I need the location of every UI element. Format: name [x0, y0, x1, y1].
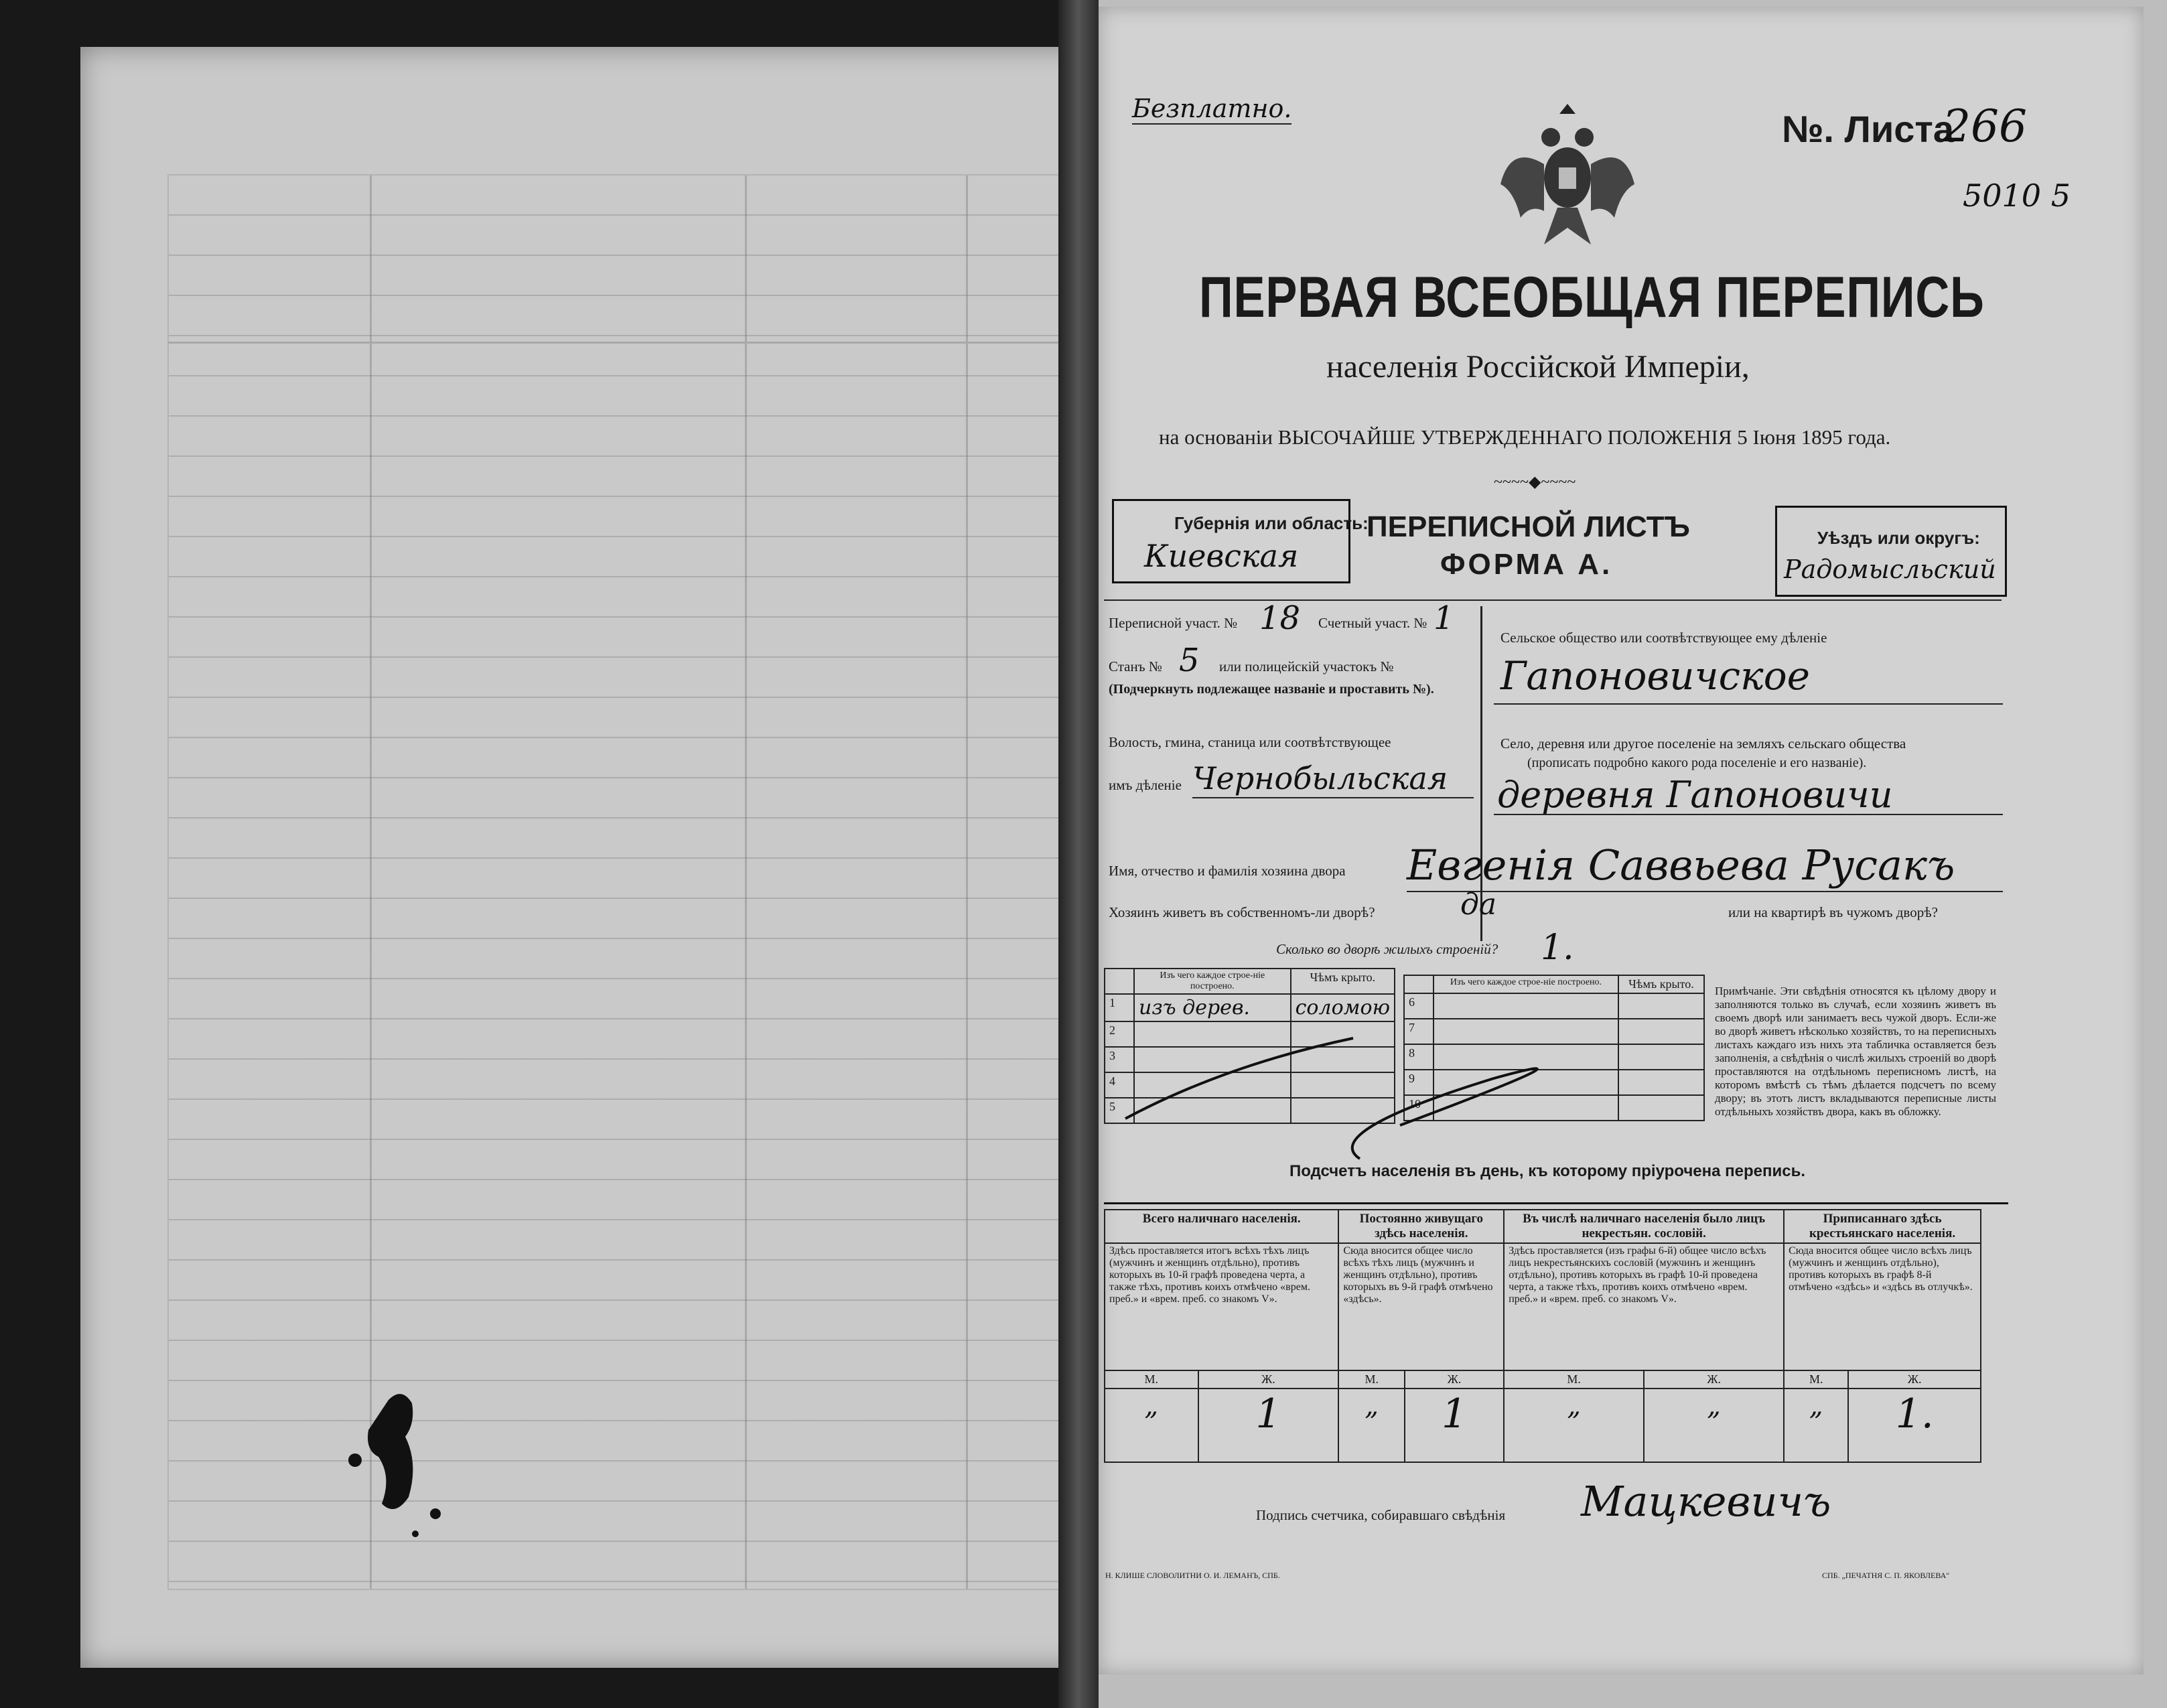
- sheet-secondary-number: 5010 5: [1963, 177, 2071, 214]
- volost-label: Волость, гмина, станица или соотвѣтствующее: [1109, 734, 1391, 750]
- volost-value-line: [1192, 797, 1474, 798]
- uezd-label: Уѣздъ или округъ:: [1817, 528, 1980, 548]
- count-head-ascribed: Приписаннаго здѣсь крестьянскаго населенія.: [1784, 1210, 1981, 1243]
- row-number: 2: [1105, 1021, 1134, 1047]
- m-label: М.: [1784, 1370, 1848, 1389]
- noncrestyan-male: „: [1504, 1389, 1644, 1462]
- m-label: М.: [1504, 1370, 1644, 1389]
- row-number: 7: [1404, 1019, 1434, 1044]
- stan-label: Станъ №: [1109, 658, 1162, 674]
- count-head-permanent: Постоянно живущаго здѣсь населенія.: [1338, 1210, 1504, 1243]
- underline-note: (Подчеркнуть подлежащее названіе и проставить №).: [1109, 682, 1434, 697]
- village-label: Село, деревня или другое поселеніе на земляхъ сельскаго общества: [1500, 735, 1906, 752]
- census-district-value: 18: [1259, 599, 1301, 637]
- m-label: М.: [1105, 1370, 1198, 1389]
- col-roof-right: Чѣмъ крыто.: [1618, 975, 1704, 993]
- ascribed-female: 1.: [1848, 1389, 1981, 1462]
- book-gutter: [1058, 0, 1099, 1708]
- free-label: Безплатно.: [1132, 94, 1292, 123]
- village-value-line: [1494, 814, 2003, 815]
- owner-label: Имя, отчество и фамилія хозяина двора: [1109, 863, 1346, 879]
- counting-district-value: 1: [1434, 599, 1454, 637]
- imperial-eagle-emblem: [1497, 90, 1638, 258]
- count-title: Подсчетъ населенія въ день, къ которому пріурочена перепись.: [1289, 1162, 1805, 1180]
- buildings-note: Примѣчаніе. Эти свѣдѣнія относятся къ цѣлому двору и заполняются только въ случаѣ, если хозяинъ живетъ въ своемъ дворѣ или занимаетъ весь чужой дворъ. Если-же во дворѣ живетъ нѣсколько хозяйствъ, то на переписныхъ листахъ каждаго изъ нихъ эта табличка оставляется безъ заполненія, а свѣдѣнія о числѣ жилыхъ строеній во дворѣ проставляются на отдѣльномъ переписномъ листѣ, на которомъ вмѣстѣ съ тѣмъ дѣлается подсчетъ по всему двору; въ этотъ листъ вкладываются переписные листы отдѣльныхъ хозяйствъ двора, какъ въ обложку.: [1715, 985, 1996, 1118]
- material-cell: изъ дерев.: [1134, 994, 1291, 1021]
- population-count-table: [1104, 1209, 1981, 1463]
- count-desc-total: Здѣсь проставляется итогъ всѣхъ тѣхъ лицъ (мужчинъ и женщинъ отдѣльно), противъ которыхъ въ 10-й графѣ проведена черта, а также тѣхъ, противъ коихъ отмѣчено «врем. преб.» и «врем. преб. со знакомъ V».: [1105, 1243, 1338, 1370]
- m-label: М.: [1338, 1370, 1405, 1389]
- cancel-strokes: [1112, 1005, 1715, 1179]
- zh-label: Ж.: [1405, 1370, 1504, 1389]
- row-number: 1: [1105, 994, 1134, 1021]
- zh-label: Ж.: [1848, 1370, 1981, 1389]
- uezd-box: [1775, 506, 2007, 597]
- police-district-label: или полицейскій участокъ №: [1219, 658, 1394, 674]
- total-male: „: [1105, 1389, 1198, 1462]
- roof-cell: соломою: [1291, 994, 1395, 1021]
- ink-blot: [335, 1380, 469, 1554]
- volost-value: Чернобыльская: [1192, 760, 1448, 796]
- row-number: 10: [1404, 1095, 1434, 1121]
- col-material-left: Изъ чего каждое строе-ніе построено.: [1134, 969, 1291, 994]
- form-subtitle: ФОРМА А.: [1440, 548, 1613, 581]
- society-value: Гапоновичское: [1500, 653, 1810, 699]
- gubernia-value: Киевская: [1144, 538, 1299, 574]
- col-roof-left: Чѣмъ крыто.: [1291, 969, 1395, 994]
- row-number: 4: [1105, 1072, 1134, 1098]
- row-number: 9: [1404, 1070, 1434, 1095]
- gubernia-box: [1112, 499, 1369, 583]
- own-yard-label: Хозяинъ живетъ въ собственномъ-ли дворѣ?: [1109, 904, 1375, 920]
- sheet-number-value: 266: [1943, 100, 2027, 152]
- count-desc-permanent: Сюда вносится общее число всѣхъ тѣхъ лицъ (мужчинъ и женщинъ отдѣльно), противъ которыхъ въ 9-й графѣ отмѣчено «здѣсь».: [1338, 1243, 1504, 1370]
- own-yard-value: да: [1460, 887, 1497, 922]
- stan-value: 5: [1179, 642, 1200, 679]
- count-desc-ascribed: Сюда вносится общее число всѣхъ лицъ (мужчинъ и женщинъ отдѣльно), противъ которыхъ въ графѣ 8-й отмѣчено «здѣсь» и «здѣсь въ отлучкѣ».: [1784, 1243, 1981, 1370]
- printer-left: Н. КЛИШЕ СЛОВОЛИТНИ О. И. ЛЕМАНЪ, СПБ.: [1105, 1571, 1280, 1580]
- village-note: (прописать подробно какого рода поселеніе и его названіе).: [1527, 756, 1867, 770]
- count-desc-noncrestyan: Здѣсь проставляется (изъ графы 6-й) общее число всѣхъ лицъ некрестьянскихъ сословій (мужчинъ и женщинъ отдѣльно), противъ которыхъ въ графѣ 10-й проведена черта, а также тѣхъ, противъ коихъ отмѣчено «врем. преб.» и «врем. преб. со знакомъ V».: [1504, 1243, 1784, 1370]
- society-label: Сельское общество или соотвѣтствующее ему дѣленіе: [1500, 630, 1827, 646]
- count-head-noncrestyan: Въ числѣ наличнаго населенія было лицъ некрестьян. сословій.: [1504, 1210, 1784, 1243]
- buildings-label: Сколько во дворѣ жилыхъ строеній?: [1276, 941, 1498, 957]
- ornament-divider: ~~~~◆~~~~: [1494, 474, 1576, 491]
- noncrestyan-female: „: [1644, 1389, 1784, 1462]
- row-number: 5: [1105, 1098, 1134, 1123]
- row-number: 3: [1105, 1047, 1134, 1072]
- rented-label: или на квартирѣ въ чужомъ дворѣ?: [1728, 904, 1938, 920]
- permanent-female: 1: [1405, 1389, 1504, 1462]
- counting-district-label: Счетный участ. №: [1318, 615, 1427, 631]
- zh-label: Ж.: [1198, 1370, 1339, 1389]
- total-female: 1: [1198, 1389, 1339, 1462]
- census-title: ПЕРВАЯ ВСЕОБЩАЯ ПЕРЕПИСЬ: [1199, 265, 1985, 330]
- left-page-header-row: [167, 174, 1092, 344]
- ascribed-male: „: [1784, 1389, 1848, 1462]
- owner-value: Евгенія Саввьева Русакъ: [1407, 841, 1955, 889]
- census-district-label: Переписной участ. №: [1109, 615, 1238, 631]
- census-subtitle: населенія Россійской Имперіи,: [1326, 349, 1750, 384]
- zh-label: Ж.: [1644, 1370, 1784, 1389]
- gubernia-label: Губернія или область:: [1174, 513, 1369, 533]
- left-page-grid: [167, 174, 1095, 1590]
- col-material-right: Изъ чего каждое строе-ніе построено.: [1434, 975, 1618, 993]
- count-top-rule: [1104, 1202, 2008, 1204]
- uezd-value: Радомысльский: [1784, 555, 1996, 584]
- volost-label-cont: имъ дѣленіе: [1109, 777, 1182, 793]
- enumerator-signature: Мацкевичъ: [1581, 1477, 1831, 1526]
- society-value-line: [1494, 703, 2003, 705]
- row-number: 6: [1404, 993, 1434, 1019]
- permanent-male: „: [1338, 1389, 1405, 1462]
- signature-label: Подпись счетчика, собиравшаго свѣдѣнія: [1256, 1507, 1506, 1523]
- count-head-total: Всего наличнаго населенія.: [1105, 1210, 1338, 1243]
- sheet-number-label: №. Листа: [1782, 108, 1954, 150]
- printer-right: СПБ. „ПЕЧАТНЯ С. П. ЯКОВЛЕВА": [1822, 1571, 1950, 1580]
- basis-line: на основаніи ВЫСОЧАЙШЕ УТВЕРЖДЕННАГО ПОЛОЖЕНІЯ 5 Іюня 1895 года.: [1159, 425, 1891, 449]
- village-value: деревня Гапоновичи: [1497, 774, 1893, 816]
- row-number: 8: [1404, 1044, 1434, 1070]
- form-title: ПЕРЕПИСНОЙ ЛИСТЪ: [1367, 510, 1690, 543]
- buildings-value: 1.: [1541, 928, 1574, 968]
